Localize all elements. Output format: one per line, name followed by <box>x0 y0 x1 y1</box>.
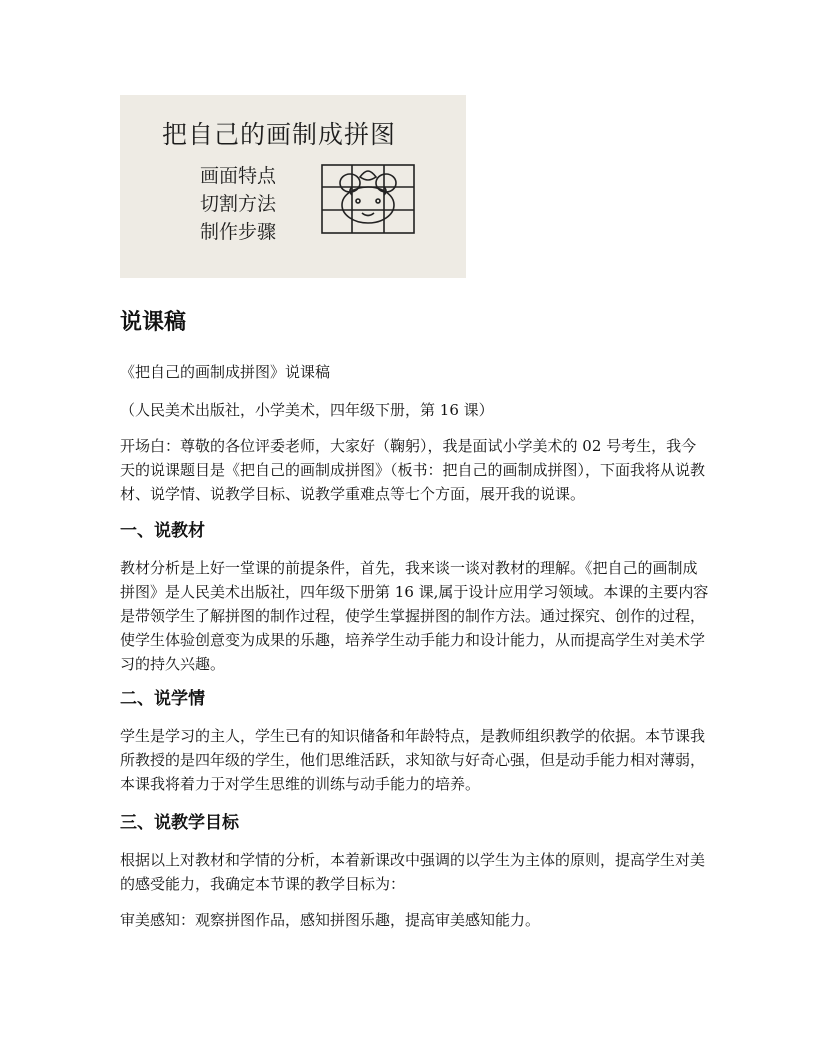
section-1-body: 教材分析是上好一堂课的前提条件，首先，我来谈一谈对教材的理解。《把自己的画制成拼图》是人民美术出版社，四年级下册第 16 课,属于设计应用学习领域。本课的主要内容是带领学生了解拼图的制作过程，使学生掌握拼图的制作方法。通过探究、创作的过程，使学生体验创意变为成果的乐趣，培养学生动手能力和设计能力，从而提高学生对美术学习的持久兴趣。 <box>120 559 709 673</box>
doc-source: （人民美术出版社，小学美术，四年级下册，第 16 课） <box>120 401 494 419</box>
section-2-heading: 二、说学情 <box>120 689 205 709</box>
document-page <box>120 95 710 929</box>
doc-subtitle: 《把自己的画制成拼图》说课稿 <box>120 363 331 381</box>
section-3-item-1: 审美感知：观察拼图作品，感知拼图乐趣，提高审美感知能力。 <box>120 911 541 929</box>
section-3-body: 根据以上对教材和学情的分析，本着新课改中强调的以学生为主体的原则，提高学生对美的感受能力，我确定本节课的教学目标为： <box>120 851 706 893</box>
photo-title: 把自己的画制成拼图 <box>162 120 397 149</box>
intro-paragraph: 开场白：尊敬的各位评委老师，大家好（鞠躬），我是面试小学美术的 02 号考生，我今天的说课题目是《把自己的画制成拼图》（板书：把自己的画制成拼图），下面我将从说教材、说学情、说教学目标、说教学重难点等七个方面，展开我的说课。 <box>120 437 706 503</box>
section-3-heading: 三、说教学目标 <box>120 813 239 833</box>
section-2-body: 学生是学习的主人，学生已有的知识储备和年龄特点，是教师组织教学的依据。本节课我所教授的是四年级的学生，他们思维活跃，求知欲与好奇心强，但是动手能力相对薄弱，本课我将着力于对学生思维的训练与动手能力的培养。 <box>120 727 706 793</box>
blackboard-photo <box>120 95 466 278</box>
photo-line-3: 制作步骤 <box>200 221 277 243</box>
photo-line-1: 画面特点 <box>200 165 277 187</box>
puzzle-sketch-icon <box>320 163 416 235</box>
section-1-heading: 一、说教材 <box>120 521 205 541</box>
photo-line-2: 切割方法 <box>200 193 277 215</box>
page-title: 说课稿 <box>120 310 187 335</box>
